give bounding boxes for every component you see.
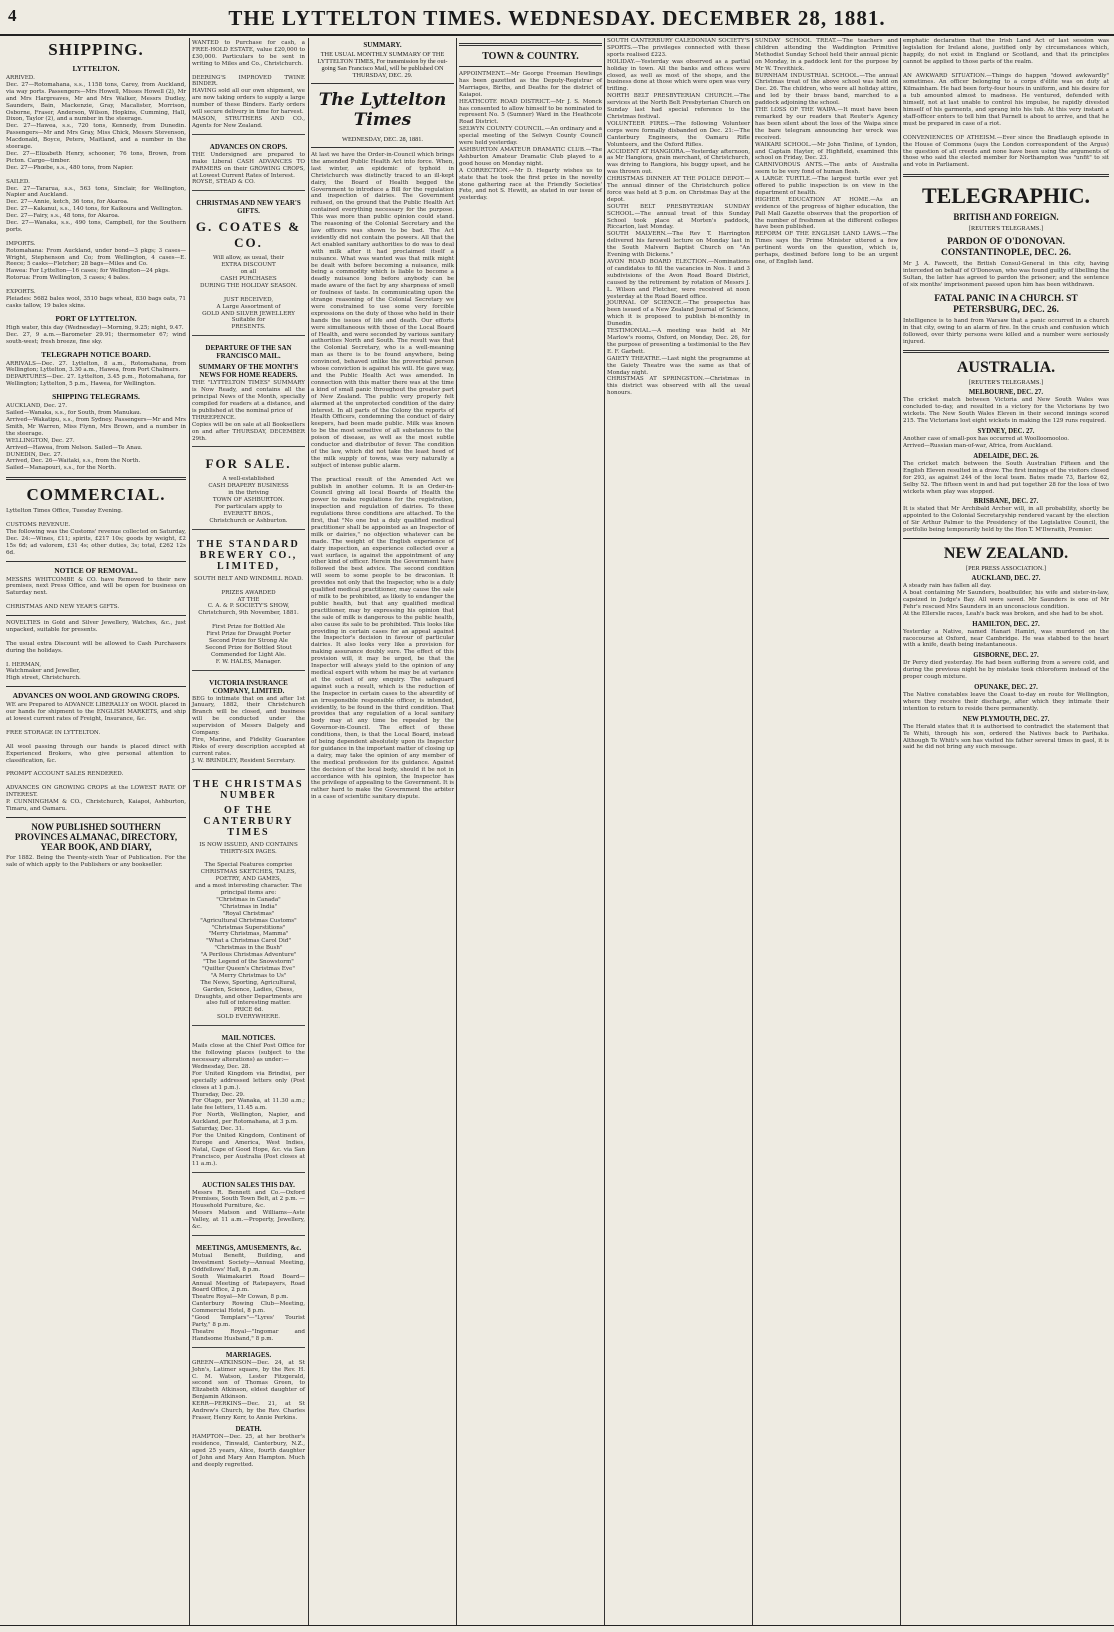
- local-news-text: SUNDAY SCHOOL TREAT.—The teachers and children attending the Waddington Primitive Methodist Sunday School held their annual picnic on Monday, in a paddock lent for the purpose by Mr W. Trevithick. BURNHAM INDUSTRIAL SCHOOL.—The annual Christmas treat of the above school was held on Dec. 26. The children, who were all holiday attire, and led by their brass band, marched to a paddock adjoining the school. THE LOSS OF THE WAIPA.—It must have been remarked by our readers that Reuter's Agency has been silent about the loss of the Waipa since the bare telegram announcing her wreck was received. WAIKARI SCHOOL.—Mr John Tinline, of Lyndon, and Captain Hayter, of Highfield, examined this school on Friday, Dec. 23. CARNIVOROUS ANTS.—The ants of Australia seem to be very fond of human flesh. A LARGE TURTLE.—The largest turtle ever yet offered to public inspection is on view in the department of health. HIGHER EDUCATION AT HOME.—As an evidence of the progress of higher education, the Pall Mall Gazette observes that the proportion of the number of freshmen at the different colleges have been published. REFORM OF THE ENGLISH LAND LAWS.—The Times says the Prime Minister uttered a few pertinent words on the question, which is, perhaps, destined before long to be an urgent one, of English land.: [755, 38, 898, 265]
- removal-text: MESSRS WHITCOMBE & CO. have Removed to their new premises, next Press Office, and will be open for business on Saturday next. CHRISTMAS AND NEW YEAR'S GIFTS.: [6, 576, 186, 611]
- hamilton-dateline: HAMILTON, DEC. 27.: [972, 620, 1040, 628]
- column-telegraphic: [903, 38, 1109, 1626]
- column-rule: [456, 38, 457, 1626]
- masthead: [0, 0, 1114, 36]
- british-foreign-heading: BRITISH AND FOREIGN.: [953, 212, 1059, 223]
- auckland-dateline: AUCKLAND, DEC. 27.: [971, 575, 1041, 583]
- commercial-heading: COMMERCIAL.: [26, 485, 166, 505]
- port-text: High water, this day (Wednesday)—Morning, 9.25; night, 9.47. Dec. 27, 9 a.m.—Barometer 29.91; thermometer 67; wind south-west; fresh breeze, fine sky.: [6, 324, 186, 345]
- sydney-dateline: SYDNEY, DEC. 27.: [977, 428, 1035, 436]
- column-local: [755, 38, 898, 1626]
- telegraph-board-text: ARRIVALS—Dec. 27. Lyttelton, 8 a.m., Rotomahana, from Wellington; Lyttelton, 3.30 a.m., Hawea, from Port Chalmers. DEPARTURES—Dec. 27. Lyttelton, 3.45 p.m., Rotomahana, for Wellington; Lyttelton, 5 p.m., Hawea, for Wellington.: [6, 360, 186, 388]
- summary-sub: THE USUAL MONTHLY SUMMARY OF THE LYTTELTON TIMES, For transmission by the out-going San Francisco Mail, will be published ON THURSDAY, DEC. 29.: [317, 51, 448, 79]
- adelaide-text: The cricket match between the South Australian Fifteen and the English Eleven resulted in a draw. The first innings of the visitors closed for 293, as against 244 of the local team. Bates made 73, Barlow 62, Selby 52. The fifteen went in and had put together 28 for the loss of two wickets when play was stopped.: [903, 460, 1111, 495]
- lyttelton-times-title: The Lyttelton Times: [318, 90, 447, 130]
- reuters-credit: [REUTER'S TELEGRAMS.]: [968, 225, 1044, 233]
- novelties-ad: NOVELTIES in Gold and Silver Jewellery, Watches, &c., just unpacked, suitable for presents. The usual extra Discount will be allowed to Cash Purchasers during the holidays. I. HERMAN, Watchmaker and Jeweller, High street, Christchurch.: [6, 620, 186, 682]
- almanac-text: For 1882. Being the Twenty-sixth Year of Publication. For the sale of which apply to the Publishers or any bookseller.: [6, 854, 188, 868]
- summary-heading: SUMMARY.: [363, 41, 402, 49]
- press-association-credit: [PER PRESS ASSOCIATION.]: [966, 565, 1046, 573]
- column-rule: [900, 38, 901, 1626]
- column-rule: [604, 38, 605, 1626]
- new-zealand-heading: NEW ZEALAND.: [943, 545, 1069, 563]
- wool-ad: WE are Prepared to ADVANCE LIBERALLY on WOOL placed in our hands for shipment to the ENGLISH MARKETS, and ship at lowest current rates of Freight, Insurance, &c. FREE STORAGE IN LYTTELTON. All wool passing through our hands is placed direct with Experienced Brokers, who give personal attention to classification, &c. PROMPT ACCOUNT SALES RENDERED. ADVANCES ON GROWING CROPS at the LOWEST RATE OF INTEREST. P. CUNNINGHAM & CO., Christchurch, Kaiapoi, Ashburton, Timaru, and Oamaru.: [6, 702, 186, 812]
- almanac-ad: NOW PUBLISHED SOUTHERN PROVINCES ALMANAC, DIRECTORY, YEAR BOOK, AND DIARY,: [14, 821, 178, 852]
- column-town-country: [607, 38, 750, 1626]
- newspaper-title: THE LYTTELTON TIMES. WEDNESDAY. DECEMBER 28, 1881.: [228, 6, 886, 30]
- column-rule: [752, 38, 753, 1626]
- town-country-heading: TOWN & COUNTRY.: [482, 51, 579, 62]
- column-editorial: [311, 38, 454, 1626]
- reuters-credit-2: [REUTER'S TELEGRAMS.]: [968, 379, 1044, 387]
- melbourne-dateline: MELBOURNE, DEC. 27.: [968, 389, 1044, 397]
- arrivals-text: ARRIVED. Dec. 27—Rotomahana, s.s., 1158 tons, Carey, from Auckland, via way ports. Passengers—Mrs Howell, Misses Howell (2), Mr and Mrs Hargreaves, Mr and Mrs Walker, Messrs Dudley, Saunders, Bain, Mackenzie, Gray, Macalister, Morrison, Osborne, Fraser, Anderson, Wilson, Hopkins, Cumming, Hall, Dixon, Taylor (2), and a number in the steerage. Dec. 27—Hawea, s.s., 720 tons, Kennedy, from Dunedin. Passengers—Mr and Mrs Gray, Miss Chick, Messrs Stevenson, Macdonald, Boyce, Peters, Maitland, and a number in the steerage. Dec. 27—Elizabeth Henry, schooner, 76 tons, Brown, from Picton. Cargo—timber. Dec. 27—Phœbe, s.s., 480 tons, from Napier. SAILED. Dec. 27—Tararua, s.s., 563 tons, Sinclair, for Wellington, Napier and Auckland. Dec. 27—Annie, ketch, 36 tons, for Akaroa. Dec. 27—Kakanui, s.s., 140 tons, for Kaikoura and Wellington. Dec. 27—Fairy, s.s., 48 tons, for Akaroa. Dec. 27—Wanaka, s.s., 490 tons, Campbell, for the Southern ports. IMPORTS. Rotomahana: From Auckland, under bond—3 pkgs; 3 cases—Wright, Stephenson and Co; from Wellington, 4 cases—E. Reece; 5 casks—Fletcher; 28 bags—Miles and Co. Hawea: For Lyttelton—16 cases; for Wellington—24 pkgs. Rotorua: From Wellington, 3 cases; 4 bales. EXPORTS. Pleiades: 5682 bales wool, 3510 bags wheat, 830 bags oats, 71 casks tallow, 19 bales skins.: [6, 75, 186, 309]
- auction-sales-ad: AUCTION SALES THIS DAY. Messrs R. Bennett and Co.—Oxford Premises, South Town Belt, at 2 p.m. — Household Furniture, &c. Messrs Matson and Williams—Aste Valley, at 11 a.m.—Property, Jewellery, &c.: [192, 1176, 305, 1236]
- opunake-text: The Native constables leave the Coast to-day en route for Wellington, where they receive their discharge, after which they intimate their intention to return to reside there permanently.: [903, 692, 1111, 712]
- christmas-gifts-ad: CHRISTMAS AND NEW YEAR'S GIFTS. G. COATES & CO. Will allow, as usual, their EXTRA DISCOUNT on all CASH PURCHASES DURING THE HOLIDAY SEASON. JUST RECEIVED, A Large Assortment of GOLD AND SILVER JEWELLERY Suitable for PRESENTS.: [192, 194, 305, 336]
- wool-advances: ADVANCES ON WOOL AND GROWING CROPS.: [12, 691, 180, 701]
- brisbane-dateline: BRISBANE, DEC. 27.: [973, 498, 1039, 506]
- column-editorial-2: [459, 38, 602, 1626]
- column-shipping: [6, 38, 186, 1626]
- port-of-lyttelton-heading: PORT OF LYTTELTON.: [55, 313, 137, 323]
- shipping-heading: SHIPPING.: [48, 40, 144, 59]
- advances-ad: ADVANCES ON CROPS. THE Undersigned are prepared to make Liberal CASH ADVANCES TO FARMERS on their GROWING CROPS, at Lowest Current Rates of Interest. ROYSE, STEAD & CO.: [192, 138, 305, 192]
- telegraphic-heading: TELEGRAPHIC.: [921, 183, 1091, 209]
- telegraph-board-heading: TELEGRAPH NOTICE BOARD.: [41, 349, 151, 359]
- lyttelton-subhead: LYTTELTON.: [72, 64, 120, 73]
- commercial-text: Lyttelton Times Office, Tuesday Evening. CUSTOMS REVENUE. The following was the Customs' revenue collected on Saturday, Dec. 24:—Wines, £11; spirits, £217 10s; goods by weight, £2 15s 6d; ad valorem, £31 4s; other duties, 3s; total, £262 12s 6d.: [6, 508, 186, 556]
- departure-ad: DEPARTURE OF THE SAN FRANCISCO MAIL. SUMMARY OF THE MONTH'S NEWS FOR HOME READERS. THE "LYTTELTON TIMES" SUMMARY is Now Ready, and contains all the principal News of the Month, specially compiled for readers at a distance, and is published at the nominal price of THREEPENCE. Copies will be on sale at all Booksellers on and after THURSDAY, DECEMBER 29th.: [192, 339, 305, 447]
- sydney-text: Another case of small-pox has occurred at Woolloomooloo. Arrived—Russian man-of-war, Africa, from Auckland.: [903, 436, 1069, 449]
- shipping-telegrams-heading: SHIPPING TELEGRAMS.: [52, 392, 140, 402]
- meetings-ad: MEETINGS, AMUSEMENTS, &c. Mutual Benefit, Building, and Investment Society—Annual Meeting, Oddfellows' Hall, 8 p.m. South Waimakariri Road Board—Annual Meeting of Ratepayers, Road Board Office, 2 p.m. Theatre Royal—Mr Cowan, 8 p.m. Canterbury Rowing Club—Meeting, Commercial Hotel, 8 p.m. "Good Templars"—"Lyres' Tourist Party," 8 p.m. Theatre Royal—"Ingomar and Handsome Husband," 8 p.m.: [192, 1239, 305, 1348]
- editorial-text: At last we have the Order-in-Council which brings the amended Public Health Act into force. When, last winter, an epidemic of typhoid in Christchurch was distinctly traced to an ill-kept dairy, the Board of Health begged the Government to introduce a Bill for the regulation and inspection of dairies. The Government refused, on the ground that the Public Health Act contained everything necessary for the purpose. This was more than public opinion could stand. The reasoning of the Colonial Secretary and the law officers was shown to be bad. The Act evidently did not contain the powers. All that the Act enabled sanitary authorities to do was to deal with milk after it had proclaimed itself a nuisance. What was wanted was that milk might be dealt with before becoming a nuisance, milk being a commodity which is liable to become a deadly nuisance long before anybody can be made aware of the fact by any sharpness of smell or foulness of taste. In communicating upon the strange reasoning of the Colonial Secretary we were constrained to use some very forcible expressions on the duty of those who held in their hands the issues of life and death. Our efforts were simultaneous with those of the Local Board of Health, and were seconded by various sanitary authorities North and South. The result was that the Colonial Secretary, who is a well-meaning man as there is to be found anywhere, being convinced, behaved unlike the proverbial person whose conviction is against his will. He gave way, and the Public Health Act was amended. In connection with this matter there was at the time a kind of small panic throughout the greater part of New Zealand. The public very properly felt alarmed at the unprotected condition of the dairy interest. In all parts of the Colony the reports of Health Officers, condemning the conduct of dairy keepers, had been made public. Milk was known to be the most sensitive of all substances to the poison of disease, as well as the most subtle conductor and distributor of fever. The condition of the law, which did not take the least heed of the milk supply of towns, was very naturally a subject of intense public alarm. The practical result of the Amended Act we publish in another column. It is an Order-in-Council giving all local Boards of Health the power to make regulations for the registration, inspection and regulation of dairies. To these regulations three conditions are attached. To the first, that "No one but a duly qualified medical practitioner shall be appointed as an Inspector of milk or dairies," no objection whatever can be made. The weight of the English experience of dairy inspection, an experience collected over a vast surface, is against the appointment of any other kind of officer. Herein the Government have followed the best advice. The second condition will seem to some people to be draconian. It provides not only that the Inspector, who is a duly qualified medical practitioner, may cause the sale of milk to be prohibited, as likely to endanger the public health, but that any qualified medical practitioner, may by expressing his opinion that the sale of milk is dangerous to the public health, also cause its sale to be prohibited. This looks like providing in certain cases for an appeal against the Inspector's decision in favour of particular dairies. It also looks very like a provision for making assurance doubly sure. The effect of this provision will, it may be urged, be that the Inspector will always yield to the opinion of any medical expert with whom he may be at variance at the outset of any enquiry. The safeguard against such a result, which is the reduction of the Inspector in certain cases to the absurdity of an irresponsible responsible officer, is intended, evidently, to be found in the third condition. That provides that any regulation of a local sanitary body may at any time be repealed by the Governor-in-Council. The effect of these conditions, then, is that the Local Board, instead of being dependent absolutely upon its Inspector for guidance in the important matter of closing up a dairy, may take the opinion of any member of the medical profession for its guidance. Against the decision of the local body, should it be not in accordance with his opinion, the Inspector has the privilege of appealing to the Government. It is rather hard to make the Government the arbiter in a case of scientific sanitary dispute.: [311, 152, 454, 801]
- column-advertisements: [192, 38, 305, 1626]
- column-rule: [308, 38, 309, 1626]
- bottom-rule: [0, 1625, 1114, 1632]
- melbourne-text: The cricket match between Victoria and New South Wales was concluded to-day, and resulted in a victory for the Victorians by two wickets. The New South Wales Eleven in their second innings scored 215. The Victorians lost eight wickets in making the 129 runs required.: [903, 397, 1111, 425]
- editorial-date: WEDNESDAY, DEC. 28, 1881.: [342, 136, 423, 143]
- gisborne-dateline: GISBORNE, DEC. 27.: [973, 652, 1039, 660]
- binder-ad: WANTED to Purchase for cash, a FREE-HOLD ESTATE, value £20,000 to £30,000. Particulars to be sent in writing to Miles and Co., Christchurch. DEERING'S IMPROVED TWINE BINDER. HAVING sold all our own shipment, we are now taking orders to supply a large number of these Binders. Early orders will secure delivery in time for harvest. MASON, STRUTHERS AND CO., Agents for New Zealand.: [192, 38, 305, 135]
- new-plymouth-text: The Herald states that it is authorised to contradict the statement that Te Whiti, through his son, ordered the Natives back to Parihaka. Although Te Whiti's son has visited his father several times in gaol, it is said he did not bring any such message.: [903, 723, 1111, 751]
- church-panic-headline: FATAL PANIC IN A CHURCH. ST PETERSBURG, DEC. 26.: [934, 293, 1078, 315]
- auckland-text: A steady rain has fallen all day. A boat containing Mr Saunders, boatbuilder, his wife and sister-in-law, capsized in Judge's Bay. All were saved. Mr Saunders is one of Mr Fehr's rescued Mrs Saunders in an unconscious condition. At the Ellerslie races, Leah's back was broken, and she had to be shot.: [903, 583, 1109, 617]
- gisborne-text: Dr Percy died yesterday. He had been suffering from a severe cold, and during the previous night he by mistake took chloroform instead of the proper cough mixture.: [903, 660, 1111, 681]
- brewery-ad: THE STANDARD BREWERY CO., LIMITED, SOUTH BELT AND WINDMILL ROAD. PRIZES AWARDED AT THE C. A. & P. SOCIETY'S SHOW, Christchurch, 9th November, 1881. First Prize for Bottled Ale First Prize for Draught Porter Second Prize for Strong Ale Second Prize for Bottled Stout Commended for Light Ale. F. W. HALES, Manager.: [192, 533, 305, 671]
- column-rule: [189, 38, 190, 1626]
- adelaide-dateline: ADELAIDE, DEC. 26.: [973, 452, 1039, 460]
- column-7-top-text: emphatic declaration that the Irish Land Act of last session was legislation for Ireland alone, justified only by circumstances which, happily, do not exist in England or Scotland, and that its principles cannot be applied to those parts of the realm. AN AWKWARD SITUATION.—Things do happen "dowed awkwardly" sometimes. An officer belonging to a corps d'élite was on duty at Kilmainham. He had been forty-four hours in uniform, and his desire for a tub amounted almost to madness. He ventured, defended with himself, not at last unable to control his impulse, he rapidly divested himself of his garments, and sprang into his tub. At this very instant a staff-officer enters to tell him that Parnell is about to arrive, and that he must be prepared in case of a riot. CONVENIENCES OF ATHEISM.—Ever since the Bradlaugh episode in the House of Commons (says the London correspondent of the Argus) the question of all creeds and none have been using the arguments of those who said the elected member for Northampton was "unfit" to sit and vote in Parliament.: [903, 38, 1109, 169]
- new-plymouth-dateline: NEW PLYMOUTH, DEC. 27.: [962, 715, 1050, 723]
- mail-notices-ad: MAIL NOTICES. Mails close at the Chief Post Office for the following places (subject to the necessary alterations) as under:— Wednesday, Dec. 28. For United Kingdom via Brindisi, per specially addressed letters only (Post closes at 1 p.m.). Thursday, Dec. 29. For Otago, per Wanaka, at 11.30 a.m.; late fee letters, 11.45 a.m. For North, Wellington, Napier, and Auckland, per Rotomahana, at 3 p.m. Saturday, Dec. 31. For the United Kingdom, Continent of Europe and America, West Indies, Natal, Cape of Good Hope, &c. via San Francisco, per Australia (Post closes at 11 a.m.).: [192, 1029, 305, 1172]
- odonovan-text: Mr J. A. Fawcett, the British Consul-General in this city, having interceded on behalf of O'Donovan, who was found guilty of libelling the Sultan, the latter has agreed to pardon the prisoner; and the sentence of six months' imprisonment passed upon him has been withdrawn.: [903, 261, 1111, 288]
- brisbane-text: It is stated that Mr Archibald Archer will, in all probability, shortly be appointed to the Colonial Secretaryship rendered vacant by the election of Sir Arthur Palmer to the Presidency of the Legislative Council, the portfolio being temporarily held by the Hon T. M'Ilwraith, Premier.: [903, 506, 1111, 534]
- for-sale-ad: FOR SALE. A well-established CASH DRAPERY BUSINESS in the thriving TOWN OF ASHBURTON. For particulars apply to EVERETT BROS., Christchurch or Ashburton.: [192, 450, 305, 529]
- hamilton-text: Yesterday a Native, named Hanari Hamiri, was murdered on the racecourse at Oxford, near Cambridge. He was stabbed to the heart with a knife, death being instantaneous.: [903, 628, 1111, 649]
- shipping-telegrams-text: AUCKLAND, Dec. 27. Sailed—Wanaka, s.s., for South, from Manukau. Arrived—Wakatipu, s.s., from Sydney. Passengers—Mr and Mrs Smith, Mr Warren, Miss Flynn, Mrs Brown, and a number in the steerage. WELLINGTON, Dec. 27. Arrived—Hawea, from Nelson. Sailed—Te Anau. DUNEDIN, Dec. 27. Arrived, Dec. 26—Waitaki, s.s., from the North. Sailed—Manapouri, s.s., for the North.: [6, 403, 186, 472]
- church-panic-text: Intelligence is to hand from Warsaw that a panic occurred in a church in that city, owing to an alarm of fire. In the crush and confusion which followed, over thirty persons were killed and a number were seriously injured.: [903, 317, 1111, 345]
- odonovan-headline: PARDON OF O'DONOVAN. CONSTANTINOPLE, DEC. 26.: [941, 237, 1071, 259]
- town-country-text: APPOINTMENT.—Mr George Freeman Hewlings has been gazetted as the Deputy-Registrar of Marriages, Births, and Deaths for the district of Kaiapoi. HEATHCOTE ROAD DISTRICT.—Mr J. S. Monck has consented to allow himself to be nominated to represent No. 5 (Sumner) Ward in the Heathcote Road District. SELWYN COUNTY COUNCIL.—An ordinary and a special meeting of the Selwyn County Council were held yesterday. ASHBURTON AMATEUR DRAMATIC CLUB.—The Ashburton Amateur Dramatic Club played to a good house on Monday night. A CORRECTION.—Mr D. Hegarty wishes us to state that he took the first prize in the novelty stone gathering race at the Friendly Societies' Fete, and not S. Hewitt, as stated in our issue of yesterday.: [459, 71, 602, 202]
- page-number: 4: [8, 6, 17, 25]
- opunake-dateline: OPUNAKE, DEC. 27.: [974, 684, 1038, 692]
- town-country-continued: SOUTH CANTERBURY CALEDONIAN SOCIETY'S SPORTS.—The privileges connected with these sports realised £223. HOLIDAY.—Yesterday was observed as a partial holiday in town. All the banks and offices were closed, as well as most of the shops, and the business done at those which were open was very trifling. NORTH BELT PRESBYTERIAN CHURCH.—The services at the North Belt Presbyterian Church on Sunday last had special reference to the Christmas festival. VOLUNTEER FIRES.—The following Volunteer corps were formally disbanded on Dec. 21:—The Canterbury Engineers, the Oamaru Rifle Volunteers, and the Oxford Rifles. ACCIDENT AT HANGIORA.—Yesterday afternoon, as Mr Hangiora, grain merchant, of Christchurch, was driving to Rangiora, his buggy upset, and he was thrown out. CHRISTMAS DINNER AT THE POLICE DEPOT.—The annual dinner of the Christchurch police force was held at 5 p.m. on Christmas Day at the depot. SOUTH BELT PRESBYTERIAN SUNDAY SCHOOL.—The annual treat of this Sunday School took place at Morten's paddock, Riccarton, last Monday. SOUTH MALVERN.—The Rev T. Harrington delivered his farewell lecture on Monday last in the South Malvern Baptist Church on "An Evening with Dickens." AVON ROAD BOARD ELECTION.—Nominations of candidates to fill the vacancies in Nos. 1 and 3 subdivisions of the Avon Road Board District, caused by the retirement by rotation of Messrs J. L. Wilson and Fletcher, were received at noon yesterday at the Road Board office. JOURNAL OF SCIENCE.—The prospectus has been issued of a New Zealand Journal of Science, which it is proposed to publish bi-monthly in Dunedin. TESTIMONIAL.—A meeting was held at Mr Marlow's rooms, Oxford, on Monday, Dec. 26, for the purpose of presenting a testimonial to the Rev E. F. Garbett. GAIETY THEATRE.—Last night the programme at the Gaiety Theatre was the same as that of Monday night. CHRISTMAS AT SPRINGSTON.—Christmas in this district was observed with all the usual honours.: [607, 38, 750, 397]
- notice-of-removal: NOTICE OF REMOVAL.: [54, 565, 138, 575]
- australia-heading: AUSTRALIA.: [956, 359, 1056, 377]
- marriages-ad: MARRIAGES. GREEN—ATKINSON—Dec. 24, at St John's, Latimer square, by the Rev. H. C. M. Watson, Lester Fitzgerald, second son of Thomas Green, to Elizabeth Atkinson, eldest daughter of Benjamin Atkinson. KERR—PERKINS—Dec. 21, at St Andrew's Church, by the Rev. Charles Fraser, Henry Kerr, to Annie Perkins. DEATH. HAMPTON—Dec. 25, at her brother's residence, Tinwald, Canterbury, N.Z., aged 25 years, Alice, fourth daughter of John and Mary Ann Hampton. Much and deeply regretted.: [192, 1350, 307, 1468]
- insurance-ad: VICTORIA INSURANCE COMPANY, LIMITED. BEG to intimate that on and after 1st January, 1882, their Christchurch Branch will be closed, and business will be conducted under the supervision of Messrs Dalgety and Company. Fire, Marine, and Fidelity Guarantee Risks of every description accepted at current rates. J. W. BRINDLEY, Resident Secretary.: [192, 674, 305, 770]
- christmas-number-ad: THE CHRISTMAS NUMBER OF THE CANTERBURY TIMES IS NOW ISSUED, AND CONTAINS THIRTY-SIX PAGES. The Special Features comprise CHRISTMAS SKETCHES, TALES, POETRY, AND GAMES, and a most interesting character. The principal items are: "Christmas in Canada" "Christmas in India" "Royal Christmas" "Agricultural Christmas Customs" "Christmas Superstitions" "Merry Christmas, Mamma" "What a Christmas Carol Did" "Christmas in the Bush" "A Perilous Christmas Adventure" "The Legend of the Snowstorm" "Quilter Queen's Christmas Eve" "A Merry Christmas to Us" The News, Sporting, Agricultural, Garden, Science, Ladies, Chess, Draughts, and other Departments are also full of interesting matter. PRICE 6d. SOLD EVERYWHERE.: [192, 773, 305, 1027]
